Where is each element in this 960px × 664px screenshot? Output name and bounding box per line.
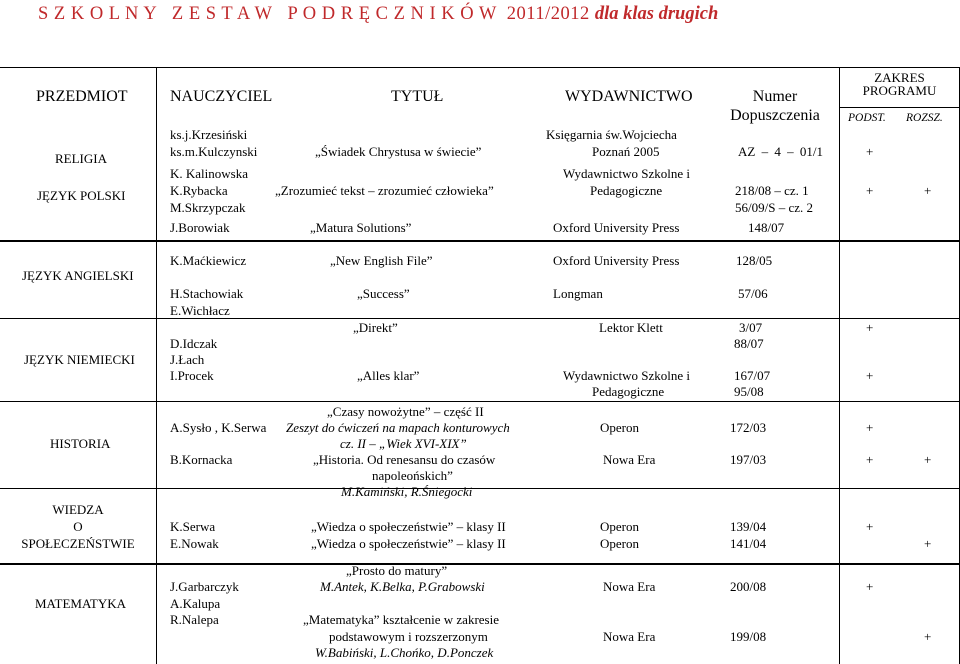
page-title-suffix: dla klas drugich <box>594 4 719 24</box>
header-dopuszczenia: Dopuszczenia <box>730 107 820 124</box>
teacher: A.Kalupa <box>170 596 221 611</box>
teacher: K.Serwa <box>170 519 216 534</box>
row-divider-double <box>0 564 960 565</box>
publisher: Oxford University Press <box>553 253 680 268</box>
approval-number: 57/06 <box>738 286 768 301</box>
book-title: „Matematyka” kształcenie w zakresie <box>303 612 499 627</box>
row-divider <box>0 401 960 402</box>
publisher: Pedagogiczne <box>592 384 665 399</box>
book-title: podstawowym i rozszerzonym <box>329 629 488 644</box>
row-divider <box>0 318 960 319</box>
teacher: E.Wichłacz <box>170 303 230 318</box>
publisher: Pedagogiczne <box>590 183 663 198</box>
subject-angielski: JĘZYK ANGIELSKI <box>22 268 134 283</box>
publisher: Nowa Era <box>603 629 656 644</box>
approval-number: 148/07 <box>748 220 785 235</box>
podst-mark: + <box>866 320 874 335</box>
book-title: „Direkt” <box>353 320 398 335</box>
publisher: Lektor Klett <box>599 320 663 335</box>
teacher: K. Kalinowska <box>170 166 248 181</box>
approval-number: 88/07 <box>734 336 764 351</box>
column-divider <box>156 67 157 664</box>
publisher: Operon <box>600 420 639 435</box>
publisher: Nowa Era <box>603 452 656 467</box>
header-wydawnictwo: WYDAWNICTWO <box>565 88 693 105</box>
book-title: „Historia. Od renesansu do czasów <box>313 452 496 467</box>
teacher: K.Rybacka <box>170 183 228 198</box>
book-author: W.Babiński, L.Chońko, D.Ponczek <box>315 645 494 660</box>
teacher: K.Maćkiewicz <box>170 253 247 268</box>
publisher: Operon <box>600 519 639 534</box>
column-divider <box>839 67 840 664</box>
book-title: „Wiedza o społeczeństwie” – klasy II <box>311 536 506 551</box>
podst-mark: + <box>866 452 874 467</box>
book-title: cz. II – „Wiek XVI-XIX” <box>340 436 467 451</box>
approval-number: 197/03 <box>730 452 767 467</box>
publisher: Longman <box>553 286 603 301</box>
teacher: E.Nowak <box>170 536 219 551</box>
header-podst: PODST. <box>848 112 886 124</box>
publisher: Poznań 2005 <box>592 144 660 159</box>
approval-number: AZ – 4 – 01/1 <box>738 144 823 159</box>
podst-mark: + <box>866 368 874 383</box>
book-title: „Success” <box>357 286 410 301</box>
teacher: D.Idczak <box>170 336 218 351</box>
rozsz-mark: + <box>924 536 932 551</box>
publisher: Operon <box>600 536 639 551</box>
table-top-border <box>0 67 960 68</box>
header-programu: PROGRAMU <box>862 83 937 98</box>
podst-mark: + <box>866 519 874 534</box>
teacher: J.Borowiak <box>170 220 230 235</box>
page-title-main: S Z K O L N Y Z E S T A W P O D R Ę C Z N I K Ó W 2011/2012 <box>38 4 590 24</box>
podst-mark: + <box>866 579 874 594</box>
publisher: Nowa Era <box>603 579 656 594</box>
page-title <box>38 2 718 26</box>
approval-number: 56/09/S – cz. 2 <box>735 200 813 215</box>
book-title: „Alles klar” <box>357 368 420 383</box>
podst-mark: + <box>866 144 874 159</box>
zakres-divider <box>839 107 959 108</box>
book-title: „New English File” <box>330 253 433 268</box>
header-tytul: TYTUŁ <box>391 88 444 105</box>
teacher: I.Procek <box>170 368 214 383</box>
subject-wos: O <box>73 519 83 534</box>
teacher: H.Stachowiak <box>170 286 244 301</box>
teacher: ks.m.Kulczynski <box>170 144 258 159</box>
approval-number: 167/07 <box>734 368 771 383</box>
teacher: J.Łach <box>170 352 205 367</box>
teacher: J.Garbarczyk <box>170 579 239 594</box>
book-title: „Wiedza o społeczeństwie” – klasy II <box>311 519 506 534</box>
subject-religia: RELIGIA <box>55 151 107 166</box>
book-title: Zeszyt do ćwiczeń na mapach konturowych <box>286 420 510 435</box>
publisher: Księgarnia św.Wojciecha <box>546 127 677 142</box>
approval-number: 218/08 – cz. 1 <box>735 183 809 198</box>
approval-number: 141/04 <box>730 536 767 551</box>
header-rozsz: ROZSZ. <box>906 112 943 124</box>
podst-mark: + <box>866 420 874 435</box>
teacher: B.Kornacka <box>170 452 233 467</box>
subject-wos: WIEDZA <box>52 502 104 517</box>
book-title: „Matura Solutions” <box>310 220 412 235</box>
approval-number: 139/04 <box>730 519 767 534</box>
teacher: M.Skrzypczak <box>170 200 246 215</box>
row-divider-double <box>0 241 960 242</box>
approval-number: 128/05 <box>736 253 773 268</box>
book-author: M.Kamiński, R.Śniegocki <box>341 484 473 499</box>
book-title: „Zrozumieć tekst – zrozumieć człowieka” <box>275 183 494 198</box>
approval-number: 95/08 <box>734 384 764 399</box>
subject-niemiecki: JĘZYK NIEMIECKI <box>24 352 135 367</box>
approval-number: 3/07 <box>739 320 763 335</box>
approval-number: 200/08 <box>730 579 767 594</box>
approval-number: 172/03 <box>730 420 767 435</box>
publisher: Wydawnictwo Szkolne i <box>563 368 691 383</box>
publisher: Oxford University Press <box>553 220 680 235</box>
header-przedmiot: PRZEDMIOT <box>36 88 128 105</box>
subject-matematyka: MATEMATYKA <box>35 596 126 611</box>
header-nauczyciel: NAUCZYCIEL <box>170 88 273 105</box>
book-author: M.Antek, K.Belka, P.Grabowski <box>320 579 485 594</box>
publisher: Wydawnictwo Szkolne i <box>563 166 691 181</box>
row-divider <box>0 488 960 489</box>
header-numer: Numer <box>752 88 798 105</box>
book-title: „Prosto do matury” <box>346 563 448 578</box>
rozsz-mark: + <box>924 183 932 198</box>
teacher: ks.j.Krzesiński <box>170 127 248 142</box>
subject-historia: HISTORIA <box>50 436 111 451</box>
teacher: A.Sysło , K.Serwa <box>170 420 267 435</box>
subject-polski: JĘZYK POLSKI <box>37 188 126 203</box>
rozsz-mark: + <box>924 629 932 644</box>
rozsz-mark: + <box>924 452 932 467</box>
teacher: R.Nalepa <box>170 612 219 627</box>
approval-number: 199/08 <box>730 629 767 644</box>
podst-mark: + <box>866 183 874 198</box>
subject-wos: SPOŁECZEŃSTWIE <box>21 536 135 551</box>
header-zakres: ZAKRES <box>874 70 925 85</box>
book-title: napoleońskich” <box>372 468 453 483</box>
book-title: „Świadek Chrystusa w świecie” <box>315 144 482 159</box>
book-title: „Czasy nowożytne” – część II <box>327 404 484 419</box>
